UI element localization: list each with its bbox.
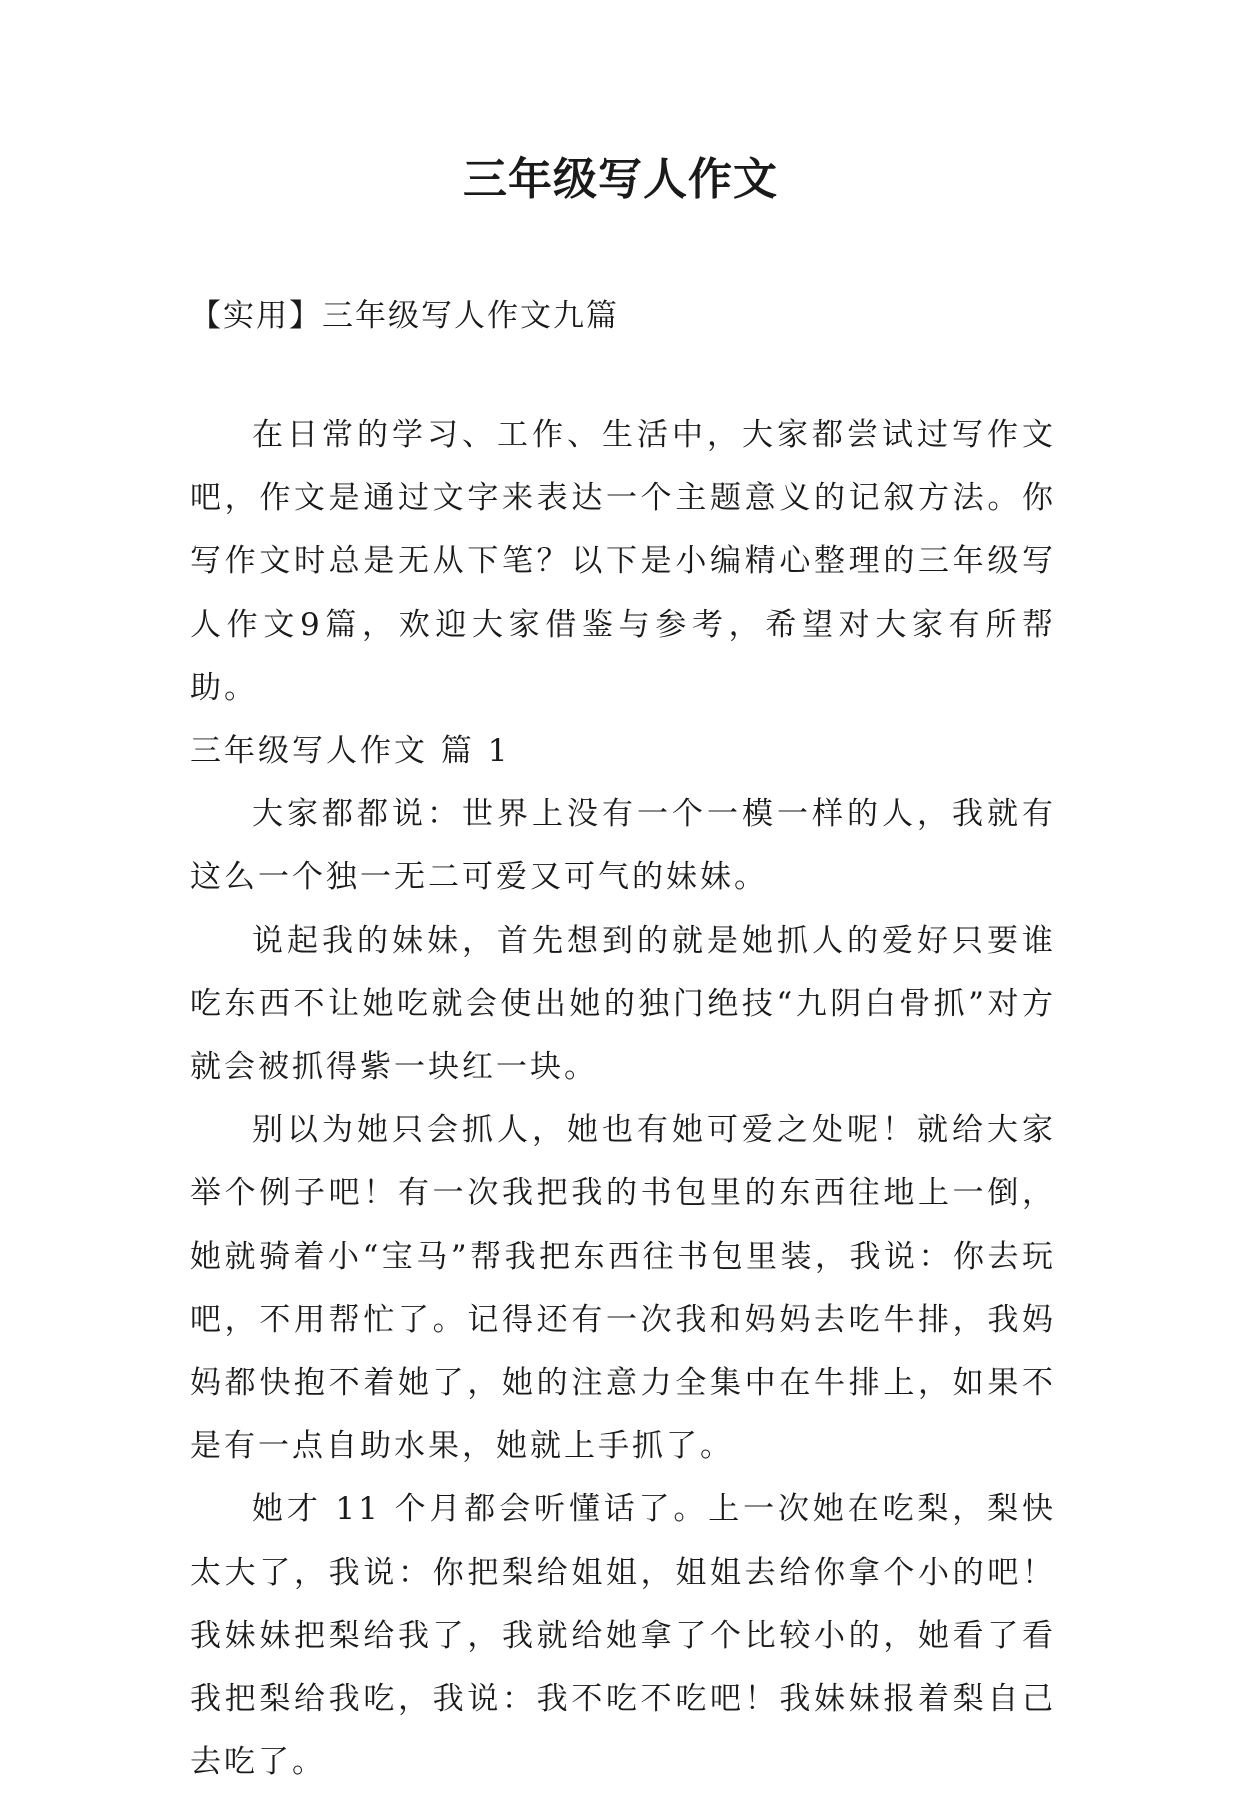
body-paragraph: 大家都都说：世界上没有一个一模一样的人，我就有这么一个独一无二可爱又可气的妹妹。 — [190, 796, 1056, 896]
body-paragraph: 说起我的妹妹，首先想到的就是她抓人的爱好只要谁吃东西不让她吃就会使出她的独门绝技“九阴白骨抓”对方就会被抓得紫一块红一块。 — [190, 922, 1056, 1086]
intro-paragraph: 在日常的学习、工作、生活中，大家都尝试过写作文吧，作文是通过文字来表达一个主题意义的记叙方法。你写作文时总是无从下笔？以下是小编精心整理的三年级写人作文9篇，欢迎大家借鉴与参考，希望对大家有所帮助。 — [190, 417, 1056, 706]
section-heading: 三年级写人作文 篇 1 — [190, 733, 511, 770]
body-paragraph: 别以为她只会抓人，她也有她可爱之处呢！就给大家举个例子吧！有一次我把我的书包里的东西往地上一倒，她就骑着小“宝马”帮我把东西往书包里装，我说：你去玩吧，不用帮忙了。记得还有一次我和妈妈去吃牛排，我妈妈都快抱不着她了，她的注意力全集中在牛排上，如果不是有一点自助水果，她就上手抓了。 — [190, 1112, 1056, 1465]
body-paragraph: 她才 11 个月都会听懂话了。上一次她在吃梨，梨快太大了，我说：你把梨给姐姐，姐姐去给你拿个小的吧！我妹妹把梨给我了，我就给她拿了个比较小的，她看了看我把梨给我吃，我说：我不吃不吃吧！我妹妹报着梨自己去吃了。 — [190, 1491, 1056, 1781]
document-subtitle: 【实用】三年级写人作文九篇 — [190, 298, 619, 334]
document-title: 三年级写人作文 — [463, 154, 778, 205]
document-body — [190, 404, 1056, 1794]
